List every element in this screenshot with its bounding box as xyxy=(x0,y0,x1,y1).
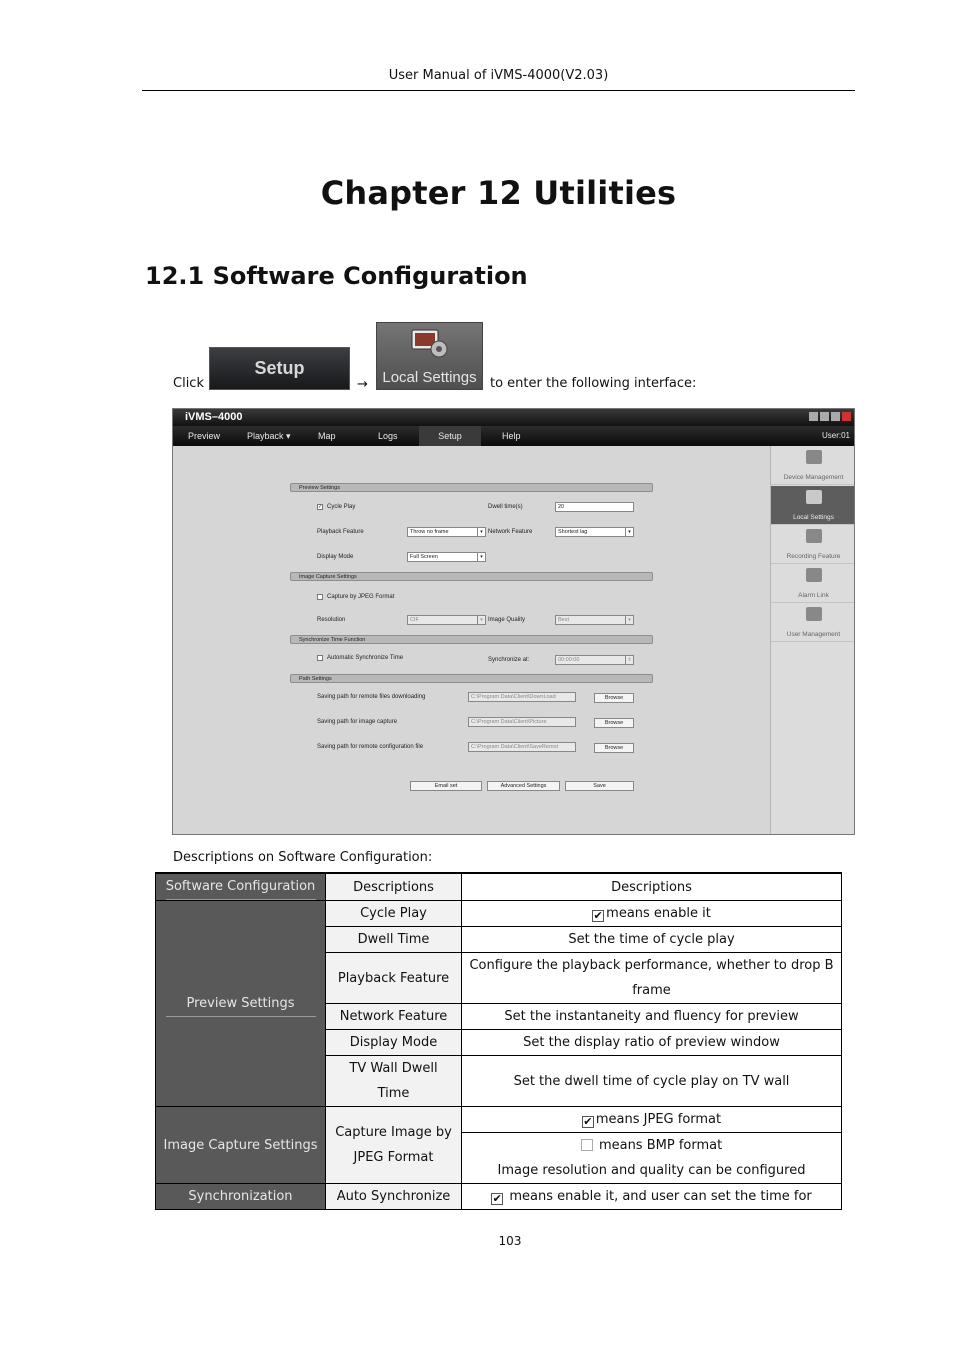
desc-cell: Set the time of cycle play xyxy=(462,927,842,953)
user-icon[interactable] xyxy=(809,412,818,421)
browse-capture-button[interactable]: Browse xyxy=(594,718,634,728)
image-quality-label: Image Quality xyxy=(488,617,526,623)
resolution-select[interactable]: CIF ▾ xyxy=(407,615,486,625)
path-download-input[interactable]: C:\Program Data\Client\DownLoad xyxy=(468,692,576,702)
enter-text: to enter the following interface: xyxy=(490,376,697,391)
app-sidebar xyxy=(770,446,855,835)
settings-icon xyxy=(806,490,822,504)
header-software-configuration: Software Configuration xyxy=(156,873,326,901)
chapter-title: Chapter 12 Utilities xyxy=(320,174,677,212)
path-download-label: Saving path for remote files downloading xyxy=(317,694,426,700)
alarm-icon xyxy=(806,568,822,582)
desc-cell: Set the dwell time of cycle play on TV wall xyxy=(462,1056,842,1107)
image-quality-select[interactable]: Best ▾ xyxy=(555,615,634,625)
group-image-capture-settings: Image Capture Settings xyxy=(290,572,653,581)
app-titlebar: iVMS–4000 xyxy=(173,409,854,426)
browse-config-button[interactable]: Browse xyxy=(594,743,634,753)
browse-download-button[interactable]: Browse xyxy=(594,693,634,703)
desc-cell: ✔ means enable it xyxy=(462,901,842,927)
menu-setup[interactable]: Setup xyxy=(419,426,481,446)
click-text: Click xyxy=(173,376,204,391)
item-cell: Cycle Play xyxy=(326,901,462,927)
menu-help[interactable]: Help xyxy=(502,431,521,441)
save-button[interactable]: Save xyxy=(565,781,634,791)
setup-button-image: Setup xyxy=(209,347,350,390)
email-set-button[interactable]: Email set xyxy=(410,781,482,791)
desc-cell: Set the display ratio of preview window xyxy=(462,1030,842,1056)
path-capture-input[interactable]: C:\Program Data\Client\Picture xyxy=(468,717,576,727)
close-icon[interactable] xyxy=(842,412,851,421)
header-descriptions-2: Descriptions xyxy=(462,873,842,901)
auto-sync-checkbox[interactable] xyxy=(317,655,323,661)
item-cell: Dwell Time xyxy=(326,927,462,953)
device-icon xyxy=(806,450,822,464)
local-settings-label: Local Settings xyxy=(382,369,477,386)
desc-cell: Configure the playback performance, whether to drop B frame xyxy=(462,953,842,1004)
desc-cell: means BMP format Image resolution and quality can be configured xyxy=(462,1133,842,1184)
local-settings-icon xyxy=(410,327,450,359)
display-mode-select[interactable]: Full Screen ▾ xyxy=(407,552,486,562)
path-config-input[interactable]: C:\Program Data\Client\SaveRemot xyxy=(468,742,576,752)
sidebar-local-settings[interactable]: Local Settings xyxy=(771,486,855,525)
cycle-play-checkbox[interactable]: ✓ xyxy=(318,504,323,510)
group-preview-settings: Preview Settings xyxy=(290,483,653,492)
menu-preview[interactable]: Preview xyxy=(188,431,221,441)
desc-cell: ✔ means enable it, and user can set the time for xyxy=(462,1184,842,1210)
item-cell: Auto Synchronize xyxy=(326,1184,462,1210)
current-user: User:01 xyxy=(821,431,850,440)
item-cell: TV Wall Dwell Time xyxy=(326,1056,462,1107)
sync-at-label: Synchronize at: xyxy=(488,657,530,663)
display-mode-label: Display Mode xyxy=(317,554,354,560)
menu-logs[interactable]: Logs xyxy=(378,431,398,441)
resolution-label: Resolution xyxy=(317,617,346,623)
network-feature-select[interactable]: Shortest lag ▾ xyxy=(555,527,634,537)
item-cell: Capture Image by JPEG Format xyxy=(326,1107,462,1184)
recording-icon xyxy=(806,529,822,543)
table-intro: Descriptions on Software Configuration: xyxy=(173,850,433,865)
checkbox-checked-icon: ✔ xyxy=(492,1192,502,1205)
path-capture-label: Saving path for image capture xyxy=(317,719,398,725)
path-config-label: Saving path for remote configuration file xyxy=(317,744,424,750)
group-preview-settings-cell: Preview Settings xyxy=(156,901,326,1107)
group-path-settings: Path Settings xyxy=(290,674,653,683)
settings-panel xyxy=(173,409,770,835)
local-settings-image xyxy=(376,322,483,390)
chevron-down-icon: ▾ xyxy=(477,528,485,536)
capture-jpeg-checkbox[interactable] xyxy=(317,594,323,600)
table-row xyxy=(156,901,842,927)
header-descriptions-1: Descriptions xyxy=(326,873,462,901)
chevron-down-icon: ▾ xyxy=(625,528,633,536)
auto-sync-label: Automatic Synchronize Time xyxy=(327,655,404,661)
sidebar-user-management[interactable]: User Management xyxy=(771,603,855,642)
chevron-down-icon: ▾ xyxy=(477,553,485,561)
item-cell: Display Mode xyxy=(326,1030,462,1056)
capture-jpeg-label: Capture by JPEG Format xyxy=(327,594,395,600)
window-controls xyxy=(809,412,851,421)
item-cell: Playback Feature xyxy=(326,953,462,1004)
page-number: 103 xyxy=(498,1234,522,1248)
chevron-down-icon: ▾ xyxy=(625,616,633,624)
advanced-settings-button[interactable]: Advanced Settings xyxy=(487,781,560,791)
dwell-time-label: Dwell time(s) xyxy=(488,504,523,510)
group-synchronize-time: Synchronize Time Function xyxy=(290,635,653,644)
checkbox-unchecked-icon xyxy=(581,1139,593,1151)
lock-icon[interactable] xyxy=(820,412,829,421)
menu-map[interactable]: Map xyxy=(318,431,336,441)
checkbox-checked-icon: ✔ xyxy=(583,1115,593,1128)
menu-playback[interactable]: Playback ▾ xyxy=(247,431,291,441)
group-image-capture-cell: Image Capture Settings xyxy=(156,1107,326,1184)
checkbox-checked-icon: ✔ xyxy=(593,909,603,922)
sidebar-recording-feature[interactable]: Recording Feature xyxy=(771,525,855,564)
header-rule xyxy=(142,90,855,91)
group-synchronization-cell: Synchronization xyxy=(156,1184,326,1210)
minimize-icon[interactable] xyxy=(831,412,840,421)
spinner-icon: ± xyxy=(625,656,633,664)
table-row xyxy=(156,1107,842,1133)
user-management-icon xyxy=(806,607,822,621)
item-cell: Network Feature xyxy=(326,1004,462,1030)
table-row xyxy=(156,1184,842,1210)
desc-cell: Set the instantaneity and fluency for preview xyxy=(462,1004,842,1030)
chevron-down-icon: ▾ xyxy=(477,616,485,624)
table-header-row xyxy=(156,873,842,901)
configuration-table xyxy=(155,872,842,1210)
cycle-play-label: Cycle Play xyxy=(327,504,356,510)
page-header: User Manual of iVMS-4000(V2.03) xyxy=(388,68,609,83)
sidebar-device-management[interactable]: Device Management xyxy=(771,446,855,485)
sidebar-alarm-link[interactable]: Alarm Link xyxy=(771,564,855,603)
desc-cell: ✔ means JPEG format xyxy=(462,1107,842,1133)
sync-at-time-input[interactable]: 00:00:00 ± xyxy=(555,655,634,665)
playback-feature-label: Playback Feature xyxy=(317,529,364,535)
dwell-time-input[interactable]: 20 xyxy=(555,502,634,512)
arrow-icon: → xyxy=(357,377,368,392)
network-feature-label: Network Feature xyxy=(488,529,533,535)
app-screenshot xyxy=(172,408,855,835)
section-title: 12.1 Software Configuration xyxy=(145,262,528,290)
playback-feature-select[interactable]: Throw no frame ▾ xyxy=(407,527,486,537)
